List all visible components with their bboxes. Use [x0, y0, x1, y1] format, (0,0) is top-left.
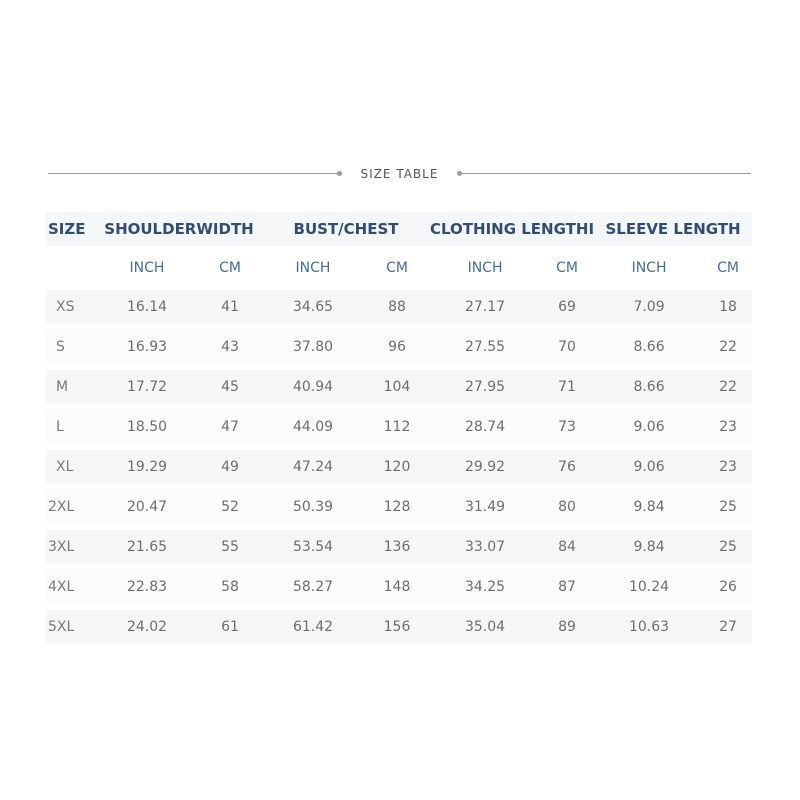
- length-inch-cell: 34.25: [430, 570, 540, 603]
- unit-length-inch: INCH: [467, 260, 503, 276]
- bust-inch-cell: 40.94: [262, 370, 364, 403]
- sleeve-inch-cell: 9.84: [594, 490, 704, 523]
- length-cm-cell: 71: [540, 370, 594, 403]
- size-label: 4XL: [46, 570, 96, 603]
- sleeve-inch-cell: 8.66: [594, 330, 704, 363]
- size-label: XL: [46, 450, 96, 483]
- size-label: S: [46, 330, 96, 363]
- shoulder-cm-cell: 47: [198, 410, 262, 443]
- sleeve-cm-cell: 26: [704, 570, 752, 603]
- shoulder-inch-cell: 18.50: [96, 410, 198, 443]
- length-cm-cell: 73: [540, 410, 594, 443]
- bust-cm-cell: 156: [364, 610, 430, 643]
- unit-length-cm: CM: [556, 260, 578, 276]
- table-row: [46, 530, 752, 563]
- length-inch-cell: 29.92: [430, 450, 540, 483]
- bust-cm-cell: 120: [364, 450, 430, 483]
- length-cm-cell: 70: [540, 330, 594, 363]
- length-inch-cell: 27.55: [430, 330, 540, 363]
- shoulder-inch-cell: 19.29: [96, 450, 198, 483]
- header-sleeve-length: SLEEVE LENGTH: [594, 212, 752, 246]
- shoulder-inch-cell: 24.02: [96, 610, 198, 643]
- bust-inch-cell: 37.80: [262, 330, 364, 363]
- size-label: 3XL: [46, 530, 96, 563]
- size-label: 2XL: [46, 490, 96, 523]
- bust-cm-cell: 96: [364, 330, 430, 363]
- sleeve-cm-cell: 25: [704, 490, 752, 523]
- shoulder-inch-cell: 22.83: [96, 570, 198, 603]
- shoulder-cm-cell: 61: [198, 610, 262, 643]
- table-row: [46, 570, 752, 603]
- size-label: XS: [46, 290, 96, 323]
- shoulder-inch-cell: 16.14: [96, 290, 198, 323]
- sleeve-cm-cell: 25: [704, 530, 752, 563]
- shoulder-cm-cell: 45: [198, 370, 262, 403]
- shoulder-cm-cell: 43: [198, 330, 262, 363]
- bust-cm-cell: 128: [364, 490, 430, 523]
- shoulder-inch-cell: 21.65: [96, 530, 198, 563]
- length-cm-cell: 69: [540, 290, 594, 323]
- size-table-title: SIZE TABLE: [360, 167, 439, 181]
- table-row: [46, 610, 752, 643]
- header-shoulder-width: SHOULDERWIDTH: [96, 212, 262, 246]
- table-row: [46, 490, 752, 523]
- table-row: [46, 290, 752, 323]
- sleeve-inch-cell: 9.84: [594, 530, 704, 563]
- unit-size-blank: [46, 246, 96, 290]
- sleeve-cm-cell: 22: [704, 330, 752, 363]
- bust-inch-cell: 47.24: [262, 450, 364, 483]
- sleeve-inch-cell: 9.06: [594, 450, 704, 483]
- length-inch-cell: 31.49: [430, 490, 540, 523]
- shoulder-inch-cell: 20.47: [96, 490, 198, 523]
- table-row: [46, 330, 752, 363]
- shoulder-inch-cell: 16.93: [96, 330, 198, 363]
- bust-inch-cell: 44.09: [262, 410, 364, 443]
- shoulder-cm-cell: 55: [198, 530, 262, 563]
- bust-cm-cell: 112: [364, 410, 430, 443]
- header-row: [46, 212, 752, 246]
- unit-shoulder-cm: CM: [219, 260, 241, 276]
- header-bust-chest: BUST/CHEST: [262, 212, 430, 246]
- unit-sleeve-cm: CM: [717, 260, 739, 276]
- sleeve-cm-cell: 22: [704, 370, 752, 403]
- bust-inch-cell: 53.54: [262, 530, 364, 563]
- unit-bust-inch: INCH: [295, 260, 331, 276]
- header-clothing-length: CLOTHING LENGTHI: [430, 212, 594, 246]
- shoulder-cm-cell: 49: [198, 450, 262, 483]
- size-label: 5XL: [46, 610, 96, 643]
- title-rule-right: [458, 173, 751, 174]
- size-table: [46, 212, 752, 643]
- shoulder-inch-cell: 17.72: [96, 370, 198, 403]
- bust-cm-cell: 136: [364, 530, 430, 563]
- bust-inch-cell: 58.27: [262, 570, 364, 603]
- sleeve-inch-cell: 7.09: [594, 290, 704, 323]
- bust-inch-cell: 34.65: [262, 290, 364, 323]
- sleeve-inch-cell: 10.24: [594, 570, 704, 603]
- size-label: M: [46, 370, 96, 403]
- table-row: [46, 410, 752, 443]
- unit-bust-cm: CM: [386, 260, 408, 276]
- unit-shoulder-inch: INCH: [129, 260, 165, 276]
- sleeve-inch-cell: 9.06: [594, 410, 704, 443]
- sleeve-cm-cell: 27: [704, 610, 752, 643]
- sleeve-cm-cell: 18: [704, 290, 752, 323]
- size-label: L: [46, 410, 96, 443]
- length-inch-cell: 33.07: [430, 530, 540, 563]
- bust-cm-cell: 148: [364, 570, 430, 603]
- shoulder-cm-cell: 41: [198, 290, 262, 323]
- unit-row: [46, 246, 752, 290]
- length-inch-cell: 27.95: [430, 370, 540, 403]
- sleeve-cm-cell: 23: [704, 410, 752, 443]
- table-row: [46, 450, 752, 483]
- length-cm-cell: 84: [540, 530, 594, 563]
- table-row: [46, 370, 752, 403]
- length-cm-cell: 89: [540, 610, 594, 643]
- sleeve-inch-cell: 10.63: [594, 610, 704, 643]
- length-inch-cell: 28.74: [430, 410, 540, 443]
- bust-cm-cell: 104: [364, 370, 430, 403]
- shoulder-cm-cell: 52: [198, 490, 262, 523]
- length-inch-cell: 27.17: [430, 290, 540, 323]
- bust-cm-cell: 88: [364, 290, 430, 323]
- bust-inch-cell: 61.42: [262, 610, 364, 643]
- bust-inch-cell: 50.39: [262, 490, 364, 523]
- unit-sleeve-inch: INCH: [631, 260, 667, 276]
- sleeve-inch-cell: 8.66: [594, 370, 704, 403]
- sleeve-cm-cell: 23: [704, 450, 752, 483]
- header-size: SIZE: [46, 212, 96, 246]
- size-table-title-bar: [48, 166, 751, 182]
- length-cm-cell: 80: [540, 490, 594, 523]
- shoulder-cm-cell: 58: [198, 570, 262, 603]
- length-inch-cell: 35.04: [430, 610, 540, 643]
- length-cm-cell: 87: [540, 570, 594, 603]
- length-cm-cell: 76: [540, 450, 594, 483]
